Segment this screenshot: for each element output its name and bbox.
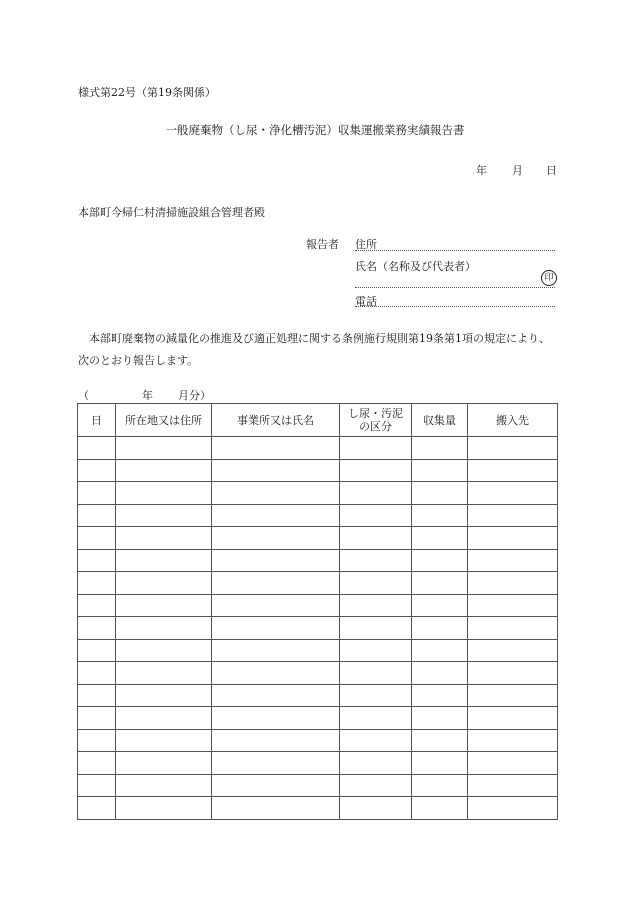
table-cell[interactable] <box>116 549 212 572</box>
table-cell[interactable] <box>78 527 116 550</box>
table-row <box>78 729 558 752</box>
form-number: 様式第22号（第19条関係） <box>78 86 216 99</box>
table-cell[interactable] <box>78 639 116 662</box>
table-cell[interactable] <box>340 729 412 752</box>
table-cell[interactable] <box>340 662 412 685</box>
table-body <box>78 437 558 820</box>
table-cell[interactable] <box>412 459 468 482</box>
table-cell[interactable] <box>78 437 116 460</box>
table-cell[interactable] <box>468 527 558 550</box>
table-cell[interactable] <box>212 662 340 685</box>
table-cell[interactable] <box>212 639 340 662</box>
table-cell[interactable] <box>116 504 212 527</box>
table-header-row <box>78 404 558 437</box>
table-cell[interactable] <box>116 707 212 730</box>
table-cell[interactable] <box>468 729 558 752</box>
table-row <box>78 707 558 730</box>
table-cell[interactable] <box>78 572 116 595</box>
table-cell[interactable] <box>468 684 558 707</box>
table-cell[interactable] <box>340 482 412 505</box>
table-cell[interactable] <box>412 482 468 505</box>
table-cell[interactable] <box>78 662 116 685</box>
period-open-paren: （ <box>78 389 89 402</box>
table-row <box>78 572 558 595</box>
table-cell[interactable] <box>468 707 558 730</box>
table-cell[interactable] <box>412 504 468 527</box>
table-cell[interactable] <box>340 707 412 730</box>
table-row <box>78 617 558 640</box>
table-cell[interactable] <box>212 752 340 775</box>
table-cell[interactable] <box>116 797 212 820</box>
table-cell[interactable] <box>212 594 340 617</box>
table-cell[interactable] <box>468 437 558 460</box>
table-cell[interactable] <box>78 549 116 572</box>
table-cell[interactable] <box>212 504 340 527</box>
table-cell[interactable] <box>116 617 212 640</box>
table-row <box>78 594 558 617</box>
table-cell[interactable] <box>116 527 212 550</box>
table-row <box>78 459 558 482</box>
table-row <box>78 684 558 707</box>
table-cell[interactable] <box>78 482 116 505</box>
phone-field[interactable] <box>355 306 555 307</box>
table-cell[interactable] <box>468 572 558 595</box>
name-label: 氏名（名称及び代表者） <box>355 260 476 273</box>
table-cell[interactable] <box>340 527 412 550</box>
table-cell[interactable] <box>212 774 340 797</box>
table-cell[interactable] <box>78 684 116 707</box>
date-year-label: 年 <box>476 164 487 177</box>
table-row <box>78 527 558 550</box>
name-field[interactable] <box>355 287 555 288</box>
address-label: 住所 <box>355 238 377 251</box>
table-row <box>78 504 558 527</box>
table-cell[interactable] <box>78 594 116 617</box>
table-cell[interactable] <box>412 729 468 752</box>
table-cell[interactable] <box>78 617 116 640</box>
table-cell[interactable] <box>116 774 212 797</box>
table-cell[interactable] <box>412 572 468 595</box>
table-cell[interactable] <box>116 684 212 707</box>
address-field[interactable] <box>355 250 555 251</box>
table-cell[interactable] <box>468 639 558 662</box>
table-cell[interactable] <box>412 437 468 460</box>
table-cell[interactable] <box>340 774 412 797</box>
phone-label: 電話 <box>355 295 377 308</box>
table-cell[interactable] <box>116 729 212 752</box>
table-cell[interactable] <box>468 594 558 617</box>
table-cell[interactable] <box>468 797 558 820</box>
table-cell[interactable] <box>412 527 468 550</box>
table-cell[interactable] <box>78 707 116 730</box>
table-cell[interactable] <box>340 549 412 572</box>
table-cell[interactable] <box>340 617 412 640</box>
table-cell[interactable] <box>412 617 468 640</box>
table-cell[interactable] <box>78 752 116 775</box>
table-cell[interactable] <box>340 639 412 662</box>
table-cell[interactable] <box>412 594 468 617</box>
table-cell[interactable] <box>116 639 212 662</box>
table-cell[interactable] <box>212 527 340 550</box>
date-month-label: 月 <box>512 164 523 177</box>
table-cell[interactable] <box>78 729 116 752</box>
document-title: 一般廃棄物（し尿・浄化槽汚泥）収集運搬業務実績報告書 <box>165 123 465 137</box>
table-cell[interactable] <box>468 617 558 640</box>
table-cell[interactable] <box>340 797 412 820</box>
table-row <box>78 662 558 685</box>
table-cell[interactable] <box>340 594 412 617</box>
table-row <box>78 752 558 775</box>
table-cell[interactable] <box>116 459 212 482</box>
table-cell[interactable] <box>468 459 558 482</box>
table-cell[interactable] <box>116 662 212 685</box>
header-quantity: 収集量 <box>412 404 468 437</box>
table-cell[interactable] <box>412 684 468 707</box>
table-cell[interactable] <box>78 774 116 797</box>
table-cell[interactable] <box>340 572 412 595</box>
header-destination: 搬入先 <box>468 404 558 437</box>
table-cell[interactable] <box>212 729 340 752</box>
seal-mark: 印 <box>541 270 557 286</box>
table-row <box>78 639 558 662</box>
body-text: 本部町廃棄物の減量化の推進及び適正処理に関する条例施行規則第19条第1項の規定により、次のとおり報告します。 <box>78 332 550 367</box>
table-cell[interactable] <box>212 617 340 640</box>
header-category: し尿・汚泥 の区分 <box>340 404 412 437</box>
table-cell[interactable] <box>116 482 212 505</box>
table-cell[interactable] <box>78 797 116 820</box>
report-table <box>77 403 558 820</box>
table-row <box>78 797 558 820</box>
header-location: 所在地又は住所 <box>116 404 212 437</box>
table-row <box>78 549 558 572</box>
table-cell[interactable] <box>340 459 412 482</box>
table-cell[interactable] <box>412 549 468 572</box>
table-cell[interactable] <box>412 752 468 775</box>
table-cell[interactable] <box>468 482 558 505</box>
reporter-label: 報告者 <box>306 238 339 251</box>
header-business: 事業所又は氏名 <box>212 404 340 437</box>
table-cell[interactable] <box>212 437 340 460</box>
table-cell[interactable] <box>412 797 468 820</box>
table-cell[interactable] <box>116 572 212 595</box>
table-cell[interactable] <box>212 707 340 730</box>
table-cell[interactable] <box>468 504 558 527</box>
table-row <box>78 437 558 460</box>
table-cell[interactable] <box>412 774 468 797</box>
table-cell[interactable] <box>212 572 340 595</box>
table-cell[interactable] <box>212 549 340 572</box>
table-cell[interactable] <box>212 459 340 482</box>
table-cell[interactable] <box>468 774 558 797</box>
table-cell[interactable] <box>412 639 468 662</box>
table-cell[interactable] <box>78 504 116 527</box>
table-cell[interactable] <box>212 684 340 707</box>
table-cell[interactable] <box>468 662 558 685</box>
table-cell[interactable] <box>468 752 558 775</box>
table-cell[interactable] <box>78 459 116 482</box>
table-cell[interactable] <box>340 437 412 460</box>
table-cell[interactable] <box>412 662 468 685</box>
date-day-label: 日 <box>546 164 557 177</box>
header-day: 日 <box>78 404 116 437</box>
period-month-label: 月分） <box>178 389 211 402</box>
period-year-label: 年 <box>142 389 153 402</box>
table-cell[interactable] <box>468 549 558 572</box>
table-cell[interactable] <box>340 504 412 527</box>
table-cell[interactable] <box>116 752 212 775</box>
table-cell[interactable] <box>116 437 212 460</box>
table-row <box>78 482 558 505</box>
table-cell[interactable] <box>212 797 340 820</box>
table-cell[interactable] <box>340 752 412 775</box>
table-cell[interactable] <box>340 684 412 707</box>
table-row <box>78 774 558 797</box>
table-cell[interactable] <box>212 482 340 505</box>
table-cell[interactable] <box>412 707 468 730</box>
table-cell[interactable] <box>116 594 212 617</box>
recipient: 本部町今帰仁村清掃施設組合管理者殿 <box>78 206 265 219</box>
